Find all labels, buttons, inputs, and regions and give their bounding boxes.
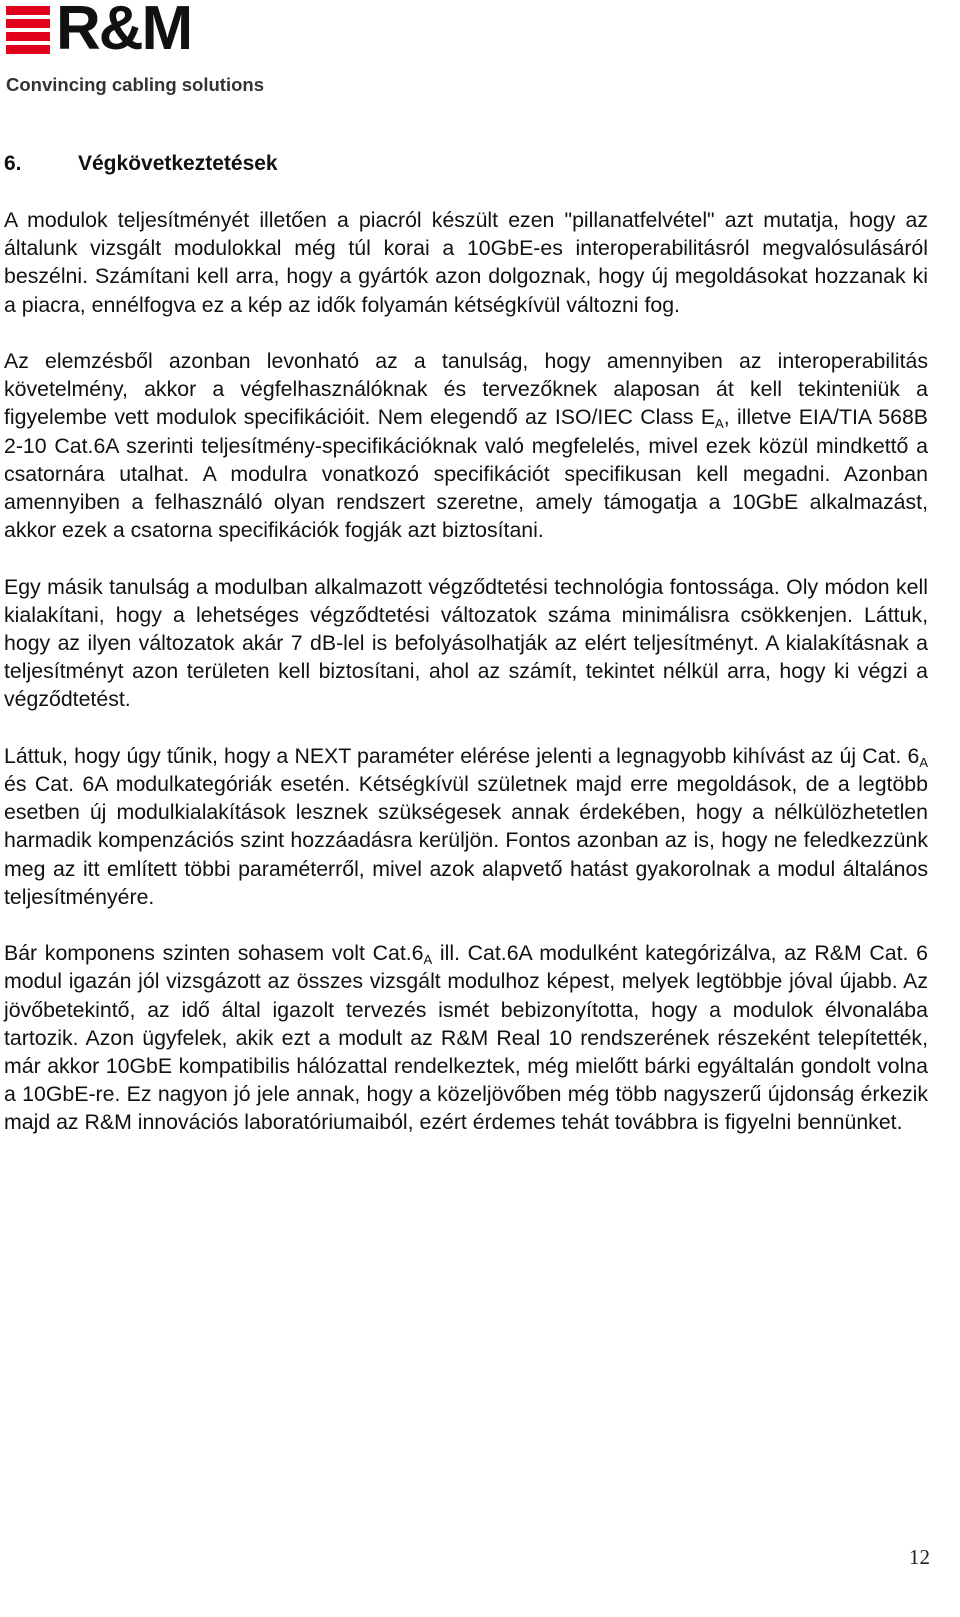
paragraph-2: Az elemzésből azonban levonható az a tanulság, hogy amennyiben az interoperabilitás követelmény, akkor a végfelhasználóknak és tervezőknek alaposan át kell tekinteniük a figyelembe vett modulok specifikációit. Nem elegendő az ISO/IEC Class $E_A$, illetve EIA/TIA 568B 2-10 Cat.6A szerinti teljesítmény-specifikációknak való megfelelés, mivel ezek közül mindkettő a csatornára utalhat. A modulra vonatkozó specifikációt specifikusan kell megadni. Azonban amennyiben a felhasználó olyan rendszert szeretne, amely támogatja a 10GbE alkalmazást, akkor ezek a csatorna specifikációk fogják azt biztosítani.	[4, 349, 928, 543]
logo-stripes-icon	[6, 4, 50, 54]
paragraph-1: A modulok teljesítményét illetően a piacról készült ezen "pillanatfelvétel" azt mutatja, hogy az általunk vizsgált modulokkal még túl korai a 10GbE-es interoperabilitásról megvalósulásáról beszélni. Számítani kell arra, hogy a gyártók azon dolgoznak, hogy új megoldásokat hozzanak ki a piacra, ennélfogva ez a kép az idők folyamán kétségkívül változni fog.	[4, 208, 928, 317]
page-number: 12	[909, 1545, 930, 1569]
paragraph-3: Egy másik tanulság a modulban alkalmazott végződtetési technológia fontossága. Oly módon kell kialakítani, hogy a lehetséges végződtetési változatok száma minimálisra csökkenjen. Láttuk, hogy az ilyen változatok akár 7 dB-lel is befolyásolhatják az elért teljesítményt. A kialakításnak a teljesítményt azon területen kell biztosítani, ahol az számít, tekintet nélkül arra, hogy ki végzi a végződtetést.	[4, 574, 928, 712]
section-number: 6.	[4, 152, 22, 175]
logo-tagline: Convincing cabling solutions	[6, 74, 264, 95]
section-heading	[4, 152, 278, 176]
company-logo	[6, 0, 286, 96]
paragraph-4: Láttuk, hogy úgy tűnik, hogy a NEXT paraméter elérése jelenti a legnagyobb kihívást az új Cat. $6_A$ és Cat. 6A modulkategóriák esetén. Kétségkívül születnek majd erre megoldások, de a legtöbb esetben új modulkialakítások lesznek szükségesek annak érdekében, hogy a nélkülözhetetlen harmadik kompenzációs szint hozzáadásra kerüljön. Fontos azonban az is, hogy ne feledkezzünk meg az itt említett többi paraméterről, mivel azok alapvető hatást gyakorolnak a modul általános teljesítményére.	[4, 743, 928, 909]
paragraph-5: Bár komponens szinten sohasem volt $Cat.6_A$ ill. Cat.6A modulként kategórizálva, az R&M Cat. 6 modul igazán jól vizsgázott az összes vizsgált modulhoz képest, melyek legtöbbje jóval újabb. Az jövőbetekintő, az idő által igazolt tervezés ismét bebizonyította, hogy a modulok élvonalába tartozik. Azon ügyfelek, akik ezt a modult az R&M Real 10 rendszerének részeként telepítették, már akkor 10GbE kompatibilis hálózattal rendelkeztek, még mielőtt bárki egyáltalán gondolt volna a 10GbE-re. Ez nagyon jó jele annak, hogy a közeljövőben még több nagyszerű újdonság érkezik majd az R&M innovációs laboratóriumaiból, ezért érdemes tehát továbbra is figyelni bennünket.	[4, 941, 928, 1135]
section-title: Végkövetkeztetések	[78, 152, 278, 175]
logo-brand: R&M	[56, 0, 192, 63]
body-text	[4, 206, 928, 1165]
